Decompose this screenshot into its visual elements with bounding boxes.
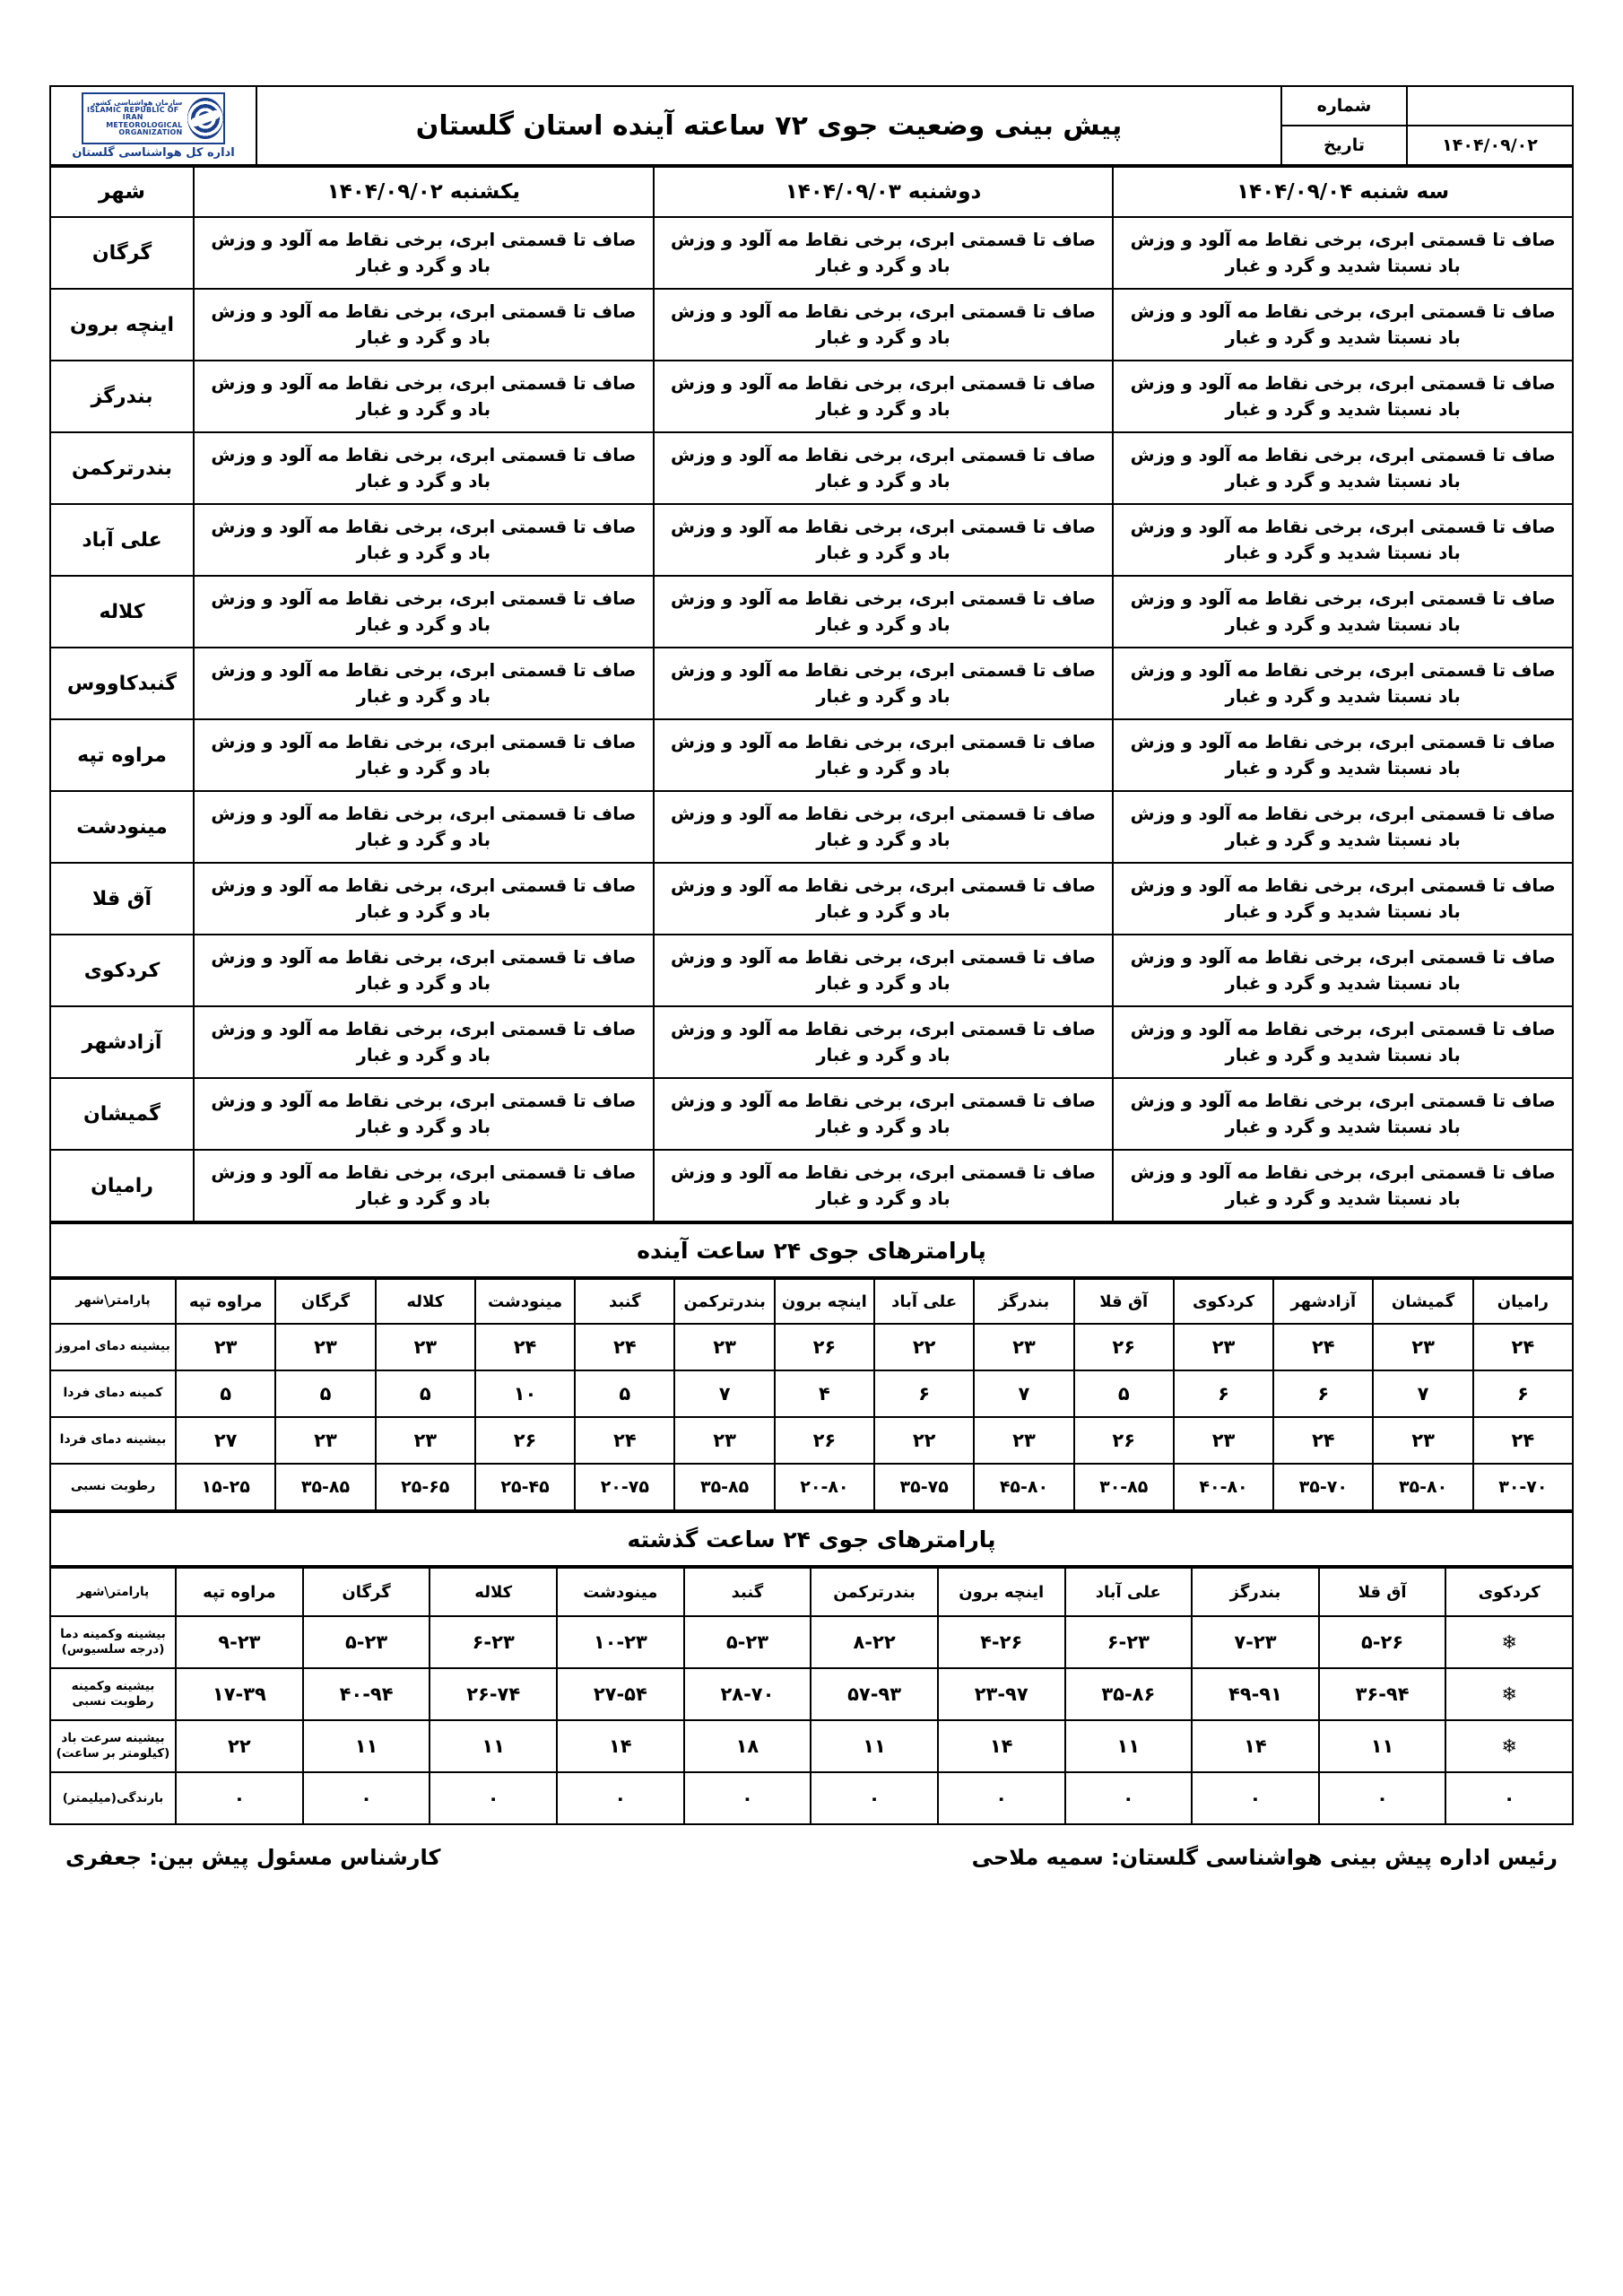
cell-value: ۶ [1174,1370,1273,1417]
cell-value: ۹-۲۳ [176,1616,303,1668]
table-row [50,863,1573,935]
forecast-day1-cell: صاف تا قسمتی ابری، برخی نقاط مه آلود و وزش باد و گرد و غبار [194,719,654,791]
cell-value: ۱۵-۲۵ [176,1464,275,1510]
table-row [50,1668,1573,1720]
forecast-city-header: شهر [50,167,194,217]
forecast-city-name: بندرگز [50,361,194,432]
cell-value: ۰ [303,1772,430,1824]
table-row [50,791,1573,863]
cell-value: ۳۵-۸۰ [1373,1464,1472,1510]
forecast-day2-cell: صاف تا قسمتی ابری، برخی نقاط مه آلود و وزش باد و گرد و غبار [654,361,1114,432]
cell-value: ❄ [1445,1616,1573,1668]
cell-value: ۲۵-۶۵ [376,1464,475,1510]
cell-value: ۲۳ [176,1324,275,1370]
past-params-title: پارامترهای جوی ۲۴ ساعت گذشته [50,1512,1573,1566]
cell-value: ۰ [176,1772,303,1824]
cell-value: ۰ [1192,1772,1319,1824]
col-header-bandarturkman: بندرترکمن [674,1279,774,1324]
forecast-day3-cell: صاف تا قسمتی ابری، برخی نقاط مه آلود و وزش باد نسبتا شدید و گرد و غبار [1113,432,1573,504]
cell-value: ۵ [1074,1370,1174,1417]
table-row [50,1772,1573,1824]
header-date-label: تاریخ [1281,126,1407,165]
cell-value: ۱۰-۲۳ [557,1616,684,1668]
forecast-city-name: علی آباد [50,504,194,576]
past-params-corner-label: پارامتر\شهر [50,1568,176,1616]
forecast-city-name: کردکوی [50,935,194,1006]
cell-value: ۷ [974,1370,1073,1417]
cell-value: ۱۴ [938,1720,1065,1772]
cell-value: ❄ [1445,1720,1573,1772]
col-header-ramian: رامیان [1473,1279,1573,1324]
forecast-day2-cell: صاف تا قسمتی ابری، برخی نقاط مه آلود و وزش باد و گرد و غبار [654,791,1114,863]
cell-value: ۲۶-۷۴ [430,1668,557,1720]
table-row [50,719,1573,791]
col-header-minudasht: مینودشت [557,1568,684,1616]
cell-value: ۲۳ [674,1417,774,1464]
cell-value: ۳۰-۸۵ [1074,1464,1174,1510]
cell-value: ۶ [1273,1370,1373,1417]
forecast-day1-cell: صاف تا قسمتی ابری، برخی نقاط مه آلود و وزش باد و گرد و غبار [194,1078,654,1150]
cell-value: ۲۲ [176,1720,303,1772]
cell-value: ۱۷-۳۹ [176,1668,303,1720]
forecast-day3-cell: صاف تا قسمتی ابری، برخی نقاط مه آلود و وزش باد نسبتا شدید و گرد و غبار [1113,576,1573,648]
forecast-table [49,166,1574,1222]
forecast-day2-cell: صاف تا قسمتی ابری، برخی نقاط مه آلود و وزش باد و گرد و غبار [654,935,1114,1006]
table-row [50,648,1573,719]
forecast-day1-cell: صاف تا قسمتی ابری، برخی نقاط مه آلود و وزش باد و گرد و غبار [194,289,654,361]
cell-value: ۴۵-۸۰ [974,1464,1073,1510]
cell-value: ۷ [1373,1370,1472,1417]
cell-value: ۲۴ [575,1324,674,1370]
cell-value: ۰ [811,1772,938,1824]
document-header [49,85,1574,166]
forecast-day1-cell: صاف تا قسمتی ابری، برخی نقاط مه آلود و وزش باد و گرد و غبار [194,1150,654,1222]
col-header-kordkuy: کردکوی [1445,1568,1573,1616]
cell-value: ۲۳ [1373,1417,1472,1464]
forecast-city-name: مینودشت [50,791,194,863]
forecast-day2-cell: صاف تا قسمتی ابری، برخی نقاط مه آلود و وزش باد و گرد و غبار [654,289,1114,361]
cell-value: ۲۶ [475,1417,575,1464]
cell-value: ۳۶-۹۴ [1319,1668,1446,1720]
forecast-day1-cell: صاف تا قسمتی ابری، برخی نقاط مه آلود و وزش باد و گرد و غبار [194,935,654,1006]
cell-value: ۷ [674,1370,774,1417]
cell-value: ۲۳ [376,1324,475,1370]
forecast-day1-cell: صاف تا قسمتی ابری، برخی نقاط مه آلود و وزش باد و گرد و غبار [194,648,654,719]
cell-value: ۲۲ [874,1324,974,1370]
forecast-day-3-header: سه شنبه ۱۴۰۴/۰۹/۰۴ [1113,167,1573,217]
col-header-kalaleh: کلاله [376,1279,475,1324]
table-row [50,1324,1573,1370]
cell-value: ۵ [575,1370,674,1417]
col-header-gomishan: گمیشان [1373,1279,1472,1324]
cell-value: ۶-۲۳ [1065,1616,1193,1668]
logo-line3: METEOROLOGICAL [106,120,183,129]
cell-value: ۱۱ [1065,1720,1193,1772]
cell-value: ۱۴ [557,1720,684,1772]
cell-value: ۳۵-۸۶ [1065,1668,1193,1720]
manager-signature: رئیس اداره پیش بینی هواشناسی گلستان: سمیه ملاحی [971,1845,1558,1870]
forecast-city-name: گمیشان [50,1078,194,1150]
table-row [50,361,1573,432]
cell-value: ۲۸-۷۰ [684,1668,812,1720]
cell-value: ۲۳ [1373,1324,1472,1370]
header-number-value [1407,86,1573,126]
forecast-city-name: رامیان [50,1150,194,1222]
table-row [50,1464,1573,1510]
cell-value: ۳۵-۷۰ [1273,1464,1373,1510]
cell-value: ۲۳ [376,1417,475,1464]
table-row [50,1006,1573,1078]
forecast-day3-cell: صاف تا قسمتی ابری، برخی نقاط مه آلود و وزش باد نسبتا شدید و گرد و غبار [1113,1006,1573,1078]
cell-value: ۵-۲۶ [1319,1616,1446,1668]
table-row [50,1078,1573,1150]
forecast-day-1-header: یکشنبه ۱۴۰۴/۰۹/۰۲ [194,167,654,217]
col-header-gorgan: گرگان [303,1568,430,1616]
col-header-incheborun: اینچه برون [938,1568,1065,1616]
forecast-city-name: بندرترکمن [50,432,194,504]
cell-value: ۳۵-۸۵ [674,1464,774,1510]
forecast-city-name: آزادشهر [50,1006,194,1078]
header-number-label: شماره [1281,86,1407,126]
forecast-city-name: کلاله [50,576,194,648]
cell-value: ۰ [938,1772,1065,1824]
cell-value: ۴۹-۹۱ [1192,1668,1319,1720]
cell-value: ۱۰ [475,1370,575,1417]
table-row [50,1417,1573,1464]
forecast-day2-cell: صاف تا قسمتی ابری، برخی نقاط مه آلود و وزش باد و گرد و غبار [654,217,1114,289]
cell-value: ۲۴ [575,1417,674,1464]
cell-value: ۲۳ [275,1324,375,1370]
forecast-day3-cell: صاف تا قسمتی ابری، برخی نقاط مه آلود و وزش باد نسبتا شدید و گرد و غبار [1113,217,1573,289]
col-header-bandargaz: بندرگز [1192,1568,1319,1616]
cell-value: ۲۰-۷۵ [575,1464,674,1510]
forecast-day3-cell: صاف تا قسمتی ابری، برخی نقاط مه آلود و وزش باد نسبتا شدید و گرد و غبار [1113,1078,1573,1150]
cell-value: ۴ [775,1370,874,1417]
cell-value: ۱۸ [684,1720,812,1772]
forecast-day2-cell: صاف تا قسمتی ابری، برخی نقاط مه آلود و وزش باد و گرد و غبار [654,1150,1114,1222]
col-header-kalaleh: کلاله [430,1568,557,1616]
cell-value: ۲۴ [1273,1417,1373,1464]
forecast-day3-cell: صاف تا قسمتی ابری، برخی نقاط مه آلود و وزش باد نسبتا شدید و گرد و غبار [1113,361,1573,432]
cell-value: ۱۱ [1319,1720,1446,1772]
table-row [50,1616,1573,1668]
col-header-kordkuy: کردکوی [1174,1279,1273,1324]
cell-value: ۱۱ [811,1720,938,1772]
col-header-maravehtappeh: مراوه تپه [176,1279,275,1324]
forecast-day1-cell: صاف تا قسمتی ابری، برخی نقاط مه آلود و وزش باد و گرد و غبار [194,791,654,863]
col-header-gonbad: گنبد [575,1279,674,1324]
cell-value: ۲۶ [775,1324,874,1370]
col-header-gorgan: گرگان [275,1279,375,1324]
cell-value: ۵-۲۳ [303,1616,430,1668]
forecast-city-name: آق قلا [50,863,194,935]
past-params-title-table [49,1511,1574,1567]
cell-value: ۲۳ [974,1417,1073,1464]
cell-value: ۲۴ [475,1324,575,1370]
col-header-maravehtappeh: مراوه تپه [176,1568,303,1616]
forecast-day1-cell: صاف تا قسمتی ابری، برخی نقاط مه آلود و وزش باد و گرد و غبار [194,1006,654,1078]
forecast-day3-cell: صاف تا قسمتی ابری، برخی نقاط مه آلود و وزش باد نسبتا شدید و گرد و غبار [1113,935,1573,1006]
cell-value: ۵ [176,1370,275,1417]
row-header-max-min-humidity: بیشینه وکمینه رطوبت نسبی [50,1668,176,1720]
cell-value: ۵۷-۹۳ [811,1668,938,1720]
cell-value: ۲۳ [974,1324,1073,1370]
forecast-city-name: مراوه تپه [50,719,194,791]
forecast-day2-cell: صاف تا قسمتی ابری، برخی نقاط مه آلود و وزش باد و گرد و غبار [654,719,1114,791]
organization-logo [50,86,256,165]
future-params-header-row [50,1279,1573,1324]
cell-value: ۴-۲۶ [938,1616,1065,1668]
past-params-table [49,1567,1574,1825]
logo-line4: ORGANIZATION [118,128,183,137]
cell-value: ۱۴ [1192,1720,1319,1772]
cell-value: ۲۴ [1273,1324,1373,1370]
row-header-max-min-temp: بیشینه وکمینه دما (درجه سلسیوس) [50,1616,176,1668]
future-params-title: پارامترهای جوی ۲۴ ساعت آینده [50,1223,1573,1277]
col-header-aliabad: علی آباد [874,1279,974,1324]
forecast-day2-cell: صاف تا قسمتی ابری، برخی نقاط مه آلود و وزش باد و گرد و غبار [654,648,1114,719]
forecast-day3-cell: صاف تا قسمتی ابری، برخی نقاط مه آلود و وزش باد نسبتا شدید و گرد و غبار [1113,791,1573,863]
row-header-max-temp-tomorrow: بیشینه دمای فردا [50,1417,176,1464]
forecast-day2-cell: صاف تا قسمتی ابری، برخی نقاط مه آلود و وزش باد و گرد و غبار [654,576,1114,648]
row-header-max-temp-today: بیشینه دمای امروز [50,1324,176,1370]
table-row [50,1720,1573,1772]
cell-value: ۳۰-۷۰ [1473,1464,1573,1510]
cell-value: ❄ [1445,1668,1573,1720]
row-header-precipitation: بارندگی(میلیمتر) [50,1772,176,1824]
table-row [50,1150,1573,1222]
forecast-day3-cell: صاف تا قسمتی ابری، برخی نقاط مه آلود و وزش باد نسبتا شدید و گرد و غبار [1113,289,1573,361]
cell-value: ۶ [1473,1370,1573,1417]
globe-icon [187,98,223,139]
cell-value: ۱۱ [430,1720,557,1772]
forecast-day3-cell: صاف تا قسمتی ابری، برخی نقاط مه آلود و وزش باد نسبتا شدید و گرد و غبار [1113,863,1573,935]
cell-value: ۲۶ [1074,1324,1174,1370]
cell-value: ۲۰-۸۰ [775,1464,874,1510]
forecast-city-name: گنبدکاووس [50,648,194,719]
forecast-city-name: اینچه برون [50,289,194,361]
cell-value: ۳۵-۷۵ [874,1464,974,1510]
cell-value: ۲۷ [176,1417,275,1464]
document-footer [49,1845,1574,1870]
cell-value: ۲۴ [1473,1324,1573,1370]
cell-value: ۱۱ [303,1720,430,1772]
logo-caption: اداره کل هواشناسی گلستان [72,145,235,160]
cell-value: ۲۷-۵۴ [557,1668,684,1720]
forecast-day1-cell: صاف تا قسمتی ابری، برخی نقاط مه آلود و وزش باد و گرد و غبار [194,576,654,648]
table-row [50,289,1573,361]
cell-value: ۲۶ [1074,1417,1174,1464]
cell-value: ۶-۲۳ [430,1616,557,1668]
forecast-day2-cell: صاف تا قسمتی ابری، برخی نقاط مه آلود و وزش باد و گرد و غبار [654,1006,1114,1078]
col-header-incheborun: اینچه برون [775,1279,874,1324]
cell-value: ۰ [1445,1772,1573,1824]
row-header-min-temp-tomorrow: کمینه دمای فردا [50,1370,176,1417]
logo-line1: سازمان هواشناسی کشور [91,98,183,107]
cell-value: ۰ [430,1772,557,1824]
col-header-aqqala: آق قلا [1319,1568,1446,1616]
cell-value: ۵-۲۳ [684,1616,812,1668]
forecast-day3-cell: صاف تا قسمتی ابری، برخی نقاط مه آلود و وزش باد نسبتا شدید و گرد و غبار [1113,719,1573,791]
cell-value: ۲۳-۹۷ [938,1668,1065,1720]
col-header-aliabad: علی آباد [1065,1568,1193,1616]
cell-value: ۲۴ [1473,1417,1573,1464]
col-header-bandargaz: بندرگز [974,1279,1073,1324]
forecast-day1-cell: صاف تا قسمتی ابری، برخی نقاط مه آلود و وزش باد و گرد و غبار [194,217,654,289]
future-params-table [49,1278,1574,1511]
col-header-azadshahr: آزادشهر [1273,1279,1373,1324]
table-row [50,935,1573,1006]
logo-line2: ISLAMIC REPUBLIC OF IRAN [86,105,179,122]
cell-value: ۷-۲۳ [1192,1616,1319,1668]
cell-value: ۶ [874,1370,974,1417]
row-header-max-wind-speed: بیشینه سرعت باد (کیلومتر بر ساعت) [50,1720,176,1772]
table-row [50,504,1573,576]
forecast-day1-cell: صاف تا قسمتی ابری، برخی نقاط مه آلود و وزش باد و گرد و غبار [194,504,654,576]
cell-value: ۸-۲۲ [811,1616,938,1668]
cell-value: ۲۵-۴۵ [475,1464,575,1510]
cell-value: ۴۰-۹۴ [303,1668,430,1720]
cell-value: ۲۶ [775,1417,874,1464]
cell-value: ۰ [1065,1772,1193,1824]
forecast-day1-cell: صاف تا قسمتی ابری، برخی نقاط مه آلود و وزش باد و گرد و غبار [194,361,654,432]
forecast-day-2-header: دوشنبه ۱۴۰۴/۰۹/۰۳ [654,167,1114,217]
past-params-header-row [50,1568,1573,1616]
forecast-day2-cell: صاف تا قسمتی ابری، برخی نقاط مه آلود و وزش باد و گرد و غبار [654,1078,1114,1150]
cell-value: ۲۳ [275,1417,375,1464]
future-params-title-table [49,1222,1574,1278]
forecast-day2-cell: صاف تا قسمتی ابری، برخی نقاط مه آلود و وزش باد و گرد و غبار [654,504,1114,576]
forecast-day2-cell: صاف تا قسمتی ابری، برخی نقاط مه آلود و وزش باد و گرد و غبار [654,432,1114,504]
forecast-header-row [50,167,1573,217]
cell-value: ۲۲ [874,1417,974,1464]
future-params-corner-label: پارامتر\شهر [50,1279,176,1324]
table-row [50,576,1573,648]
cell-value: ۰ [1319,1772,1446,1824]
cell-value: ۵ [275,1370,375,1417]
cell-value: ۴۰-۸۰ [1174,1464,1273,1510]
forecast-day2-cell: صاف تا قسمتی ابری، برخی نقاط مه آلود و وزش باد و گرد و غبار [654,863,1114,935]
col-header-aqqala: آق قلا [1074,1279,1174,1324]
cell-value: ۳۵-۸۵ [275,1464,375,1510]
col-header-minudasht: مینودشت [475,1279,575,1324]
cell-value: ۲۳ [1174,1324,1273,1370]
forecast-day1-cell: صاف تا قسمتی ابری، برخی نقاط مه آلود و وزش باد و گرد و غبار [194,863,654,935]
forecast-city-name: گرگان [50,217,194,289]
col-header-gonbad: گنبد [684,1568,812,1616]
cell-value: ۰ [557,1772,684,1824]
row-header-relative-humidity: رطوبت نسبی [50,1464,176,1510]
table-row [50,1370,1573,1417]
cell-value: ۰ [684,1772,812,1824]
table-row [50,217,1573,289]
forecast-day3-cell: صاف تا قسمتی ابری، برخی نقاط مه آلود و وزش باد نسبتا شدید و گرد و غبار [1113,504,1573,576]
forecast-day1-cell: صاف تا قسمتی ابری، برخی نقاط مه آلود و وزش باد و گرد و غبار [194,432,654,504]
forecast-day3-cell: صاف تا قسمتی ابری، برخی نقاط مه آلود و وزش باد نسبتا شدید و گرد و غبار [1113,1150,1573,1222]
cell-value: ۵ [376,1370,475,1417]
forecaster-signature: کارشناس مسئول پیش بین: جعفری [65,1845,441,1870]
cell-value: ۲۳ [674,1324,774,1370]
table-row [50,432,1573,504]
header-date-value: ۱۴۰۴/۰۹/۰۲ [1407,126,1573,165]
page-title: پیش بینی وضعیت جوی ۷۲ ساعته آینده استان گلستان [256,86,1281,165]
cell-value: ۲۳ [1174,1417,1273,1464]
forecast-day3-cell: صاف تا قسمتی ابری، برخی نقاط مه آلود و وزش باد نسبتا شدید و گرد و غبار [1113,648,1573,719]
col-header-bandarturkman: بندرترکمن [811,1568,938,1616]
